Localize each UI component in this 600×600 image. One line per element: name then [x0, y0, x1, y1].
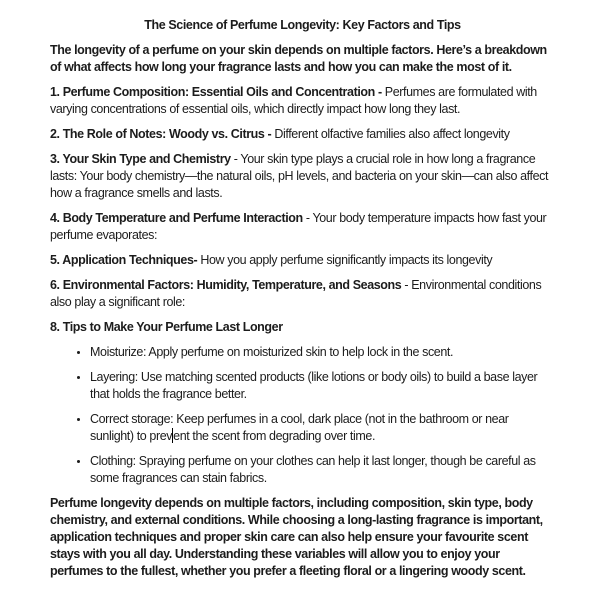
section-body-4: - Your body temperature impacts how fast your perfume evaporates:: [50, 211, 547, 242]
section-body-3: - Your skin type plays a crucial role in how long a fragrance lasts: Your body chemistry—the natural oils, pH levels, and bacteria on your skin—can also affect how a fragrance smells and lasts.: [50, 152, 549, 200]
section-paragraph-3: [50, 151, 555, 202]
section-heading-6: 6. Environmental Factors: Humidity, Temperature, and Seasons: [50, 278, 402, 292]
tips-heading: 8. Tips to Make Your Perfume Last Longer: [50, 320, 283, 334]
list-item-text: Moisturize: Apply perfume on moisturized skin to help lock in the scent.: [90, 345, 454, 359]
section-paragraph-2: [50, 126, 555, 143]
list-item-text: Clothing: Spraying perfume on your clothes can help it last longer, though be careful as some fragrances can stain fabrics.: [90, 454, 536, 485]
section-body-2: Different olfactive families also affect longevity: [274, 127, 510, 141]
list-item-text-before-cursor: Correct storage: Keep perfumes in a cool, dark place (not in the bathroom or near sunlight) to prev: [90, 412, 509, 443]
section-heading-2: 2. The Role of Notes: Woody vs. Citrus -: [50, 127, 275, 141]
tips-list: [50, 344, 555, 487]
section-heading-3: 3. Your Skin Type and Chemistry: [50, 152, 231, 166]
section-body-6: - Environmental conditions also play a significant role:: [50, 278, 542, 309]
list-item-text: Layering: Use matching scented products (like lotions or body oils) to build a base layer that holds the fragrance better.: [90, 370, 538, 401]
section-paragraph-6: [50, 277, 555, 311]
list-item-clothing: [90, 453, 555, 487]
list-item-storage: [90, 411, 555, 445]
section-paragraph-1: [50, 84, 555, 118]
section-paragraph-5: [50, 252, 555, 269]
section-heading-1: 1. Perfume Composition: Essential Oils and Concentration -: [50, 85, 385, 99]
section-heading-5: 5. Application Techniques-: [50, 253, 198, 267]
list-item-text-after-cursor: ent the scent from degrading over time.: [173, 429, 376, 443]
section-body-5: How you apply perfume significantly impacts its longevity: [197, 253, 493, 267]
intro-paragraph: The longevity of a perfume on your skin depends on multiple factors. Here’s a breakdown of what affects how long your fragrance lasts and how you can make the most of it.: [50, 43, 547, 74]
list-item-moisturize: [90, 344, 555, 361]
list-item-layering: [90, 369, 555, 403]
section-paragraph-4: [50, 210, 555, 244]
document-title: The Science of Perfume Longevity: Key Factors and Tips: [144, 18, 461, 32]
section-body-1: Perfumes are formulated with varying concentrations of essential oils, which directly impact how long they last.: [50, 85, 537, 116]
conclusion-paragraph: Perfume longevity depends on multiple factors, including composition, skin type, body chemistry, and external conditions. While choosing a long-lasting fragrance is important, application techniques and proper skin care can also help ensure your favourite scent stays with you all day. Understanding these variables will allow you to enjoy your perfumes to the fullest, whether you prefer a fleeting floral or a lingering woody scent.: [50, 496, 543, 578]
section-heading-4: 4. Body Temperature and Perfume Interaction: [50, 211, 303, 225]
